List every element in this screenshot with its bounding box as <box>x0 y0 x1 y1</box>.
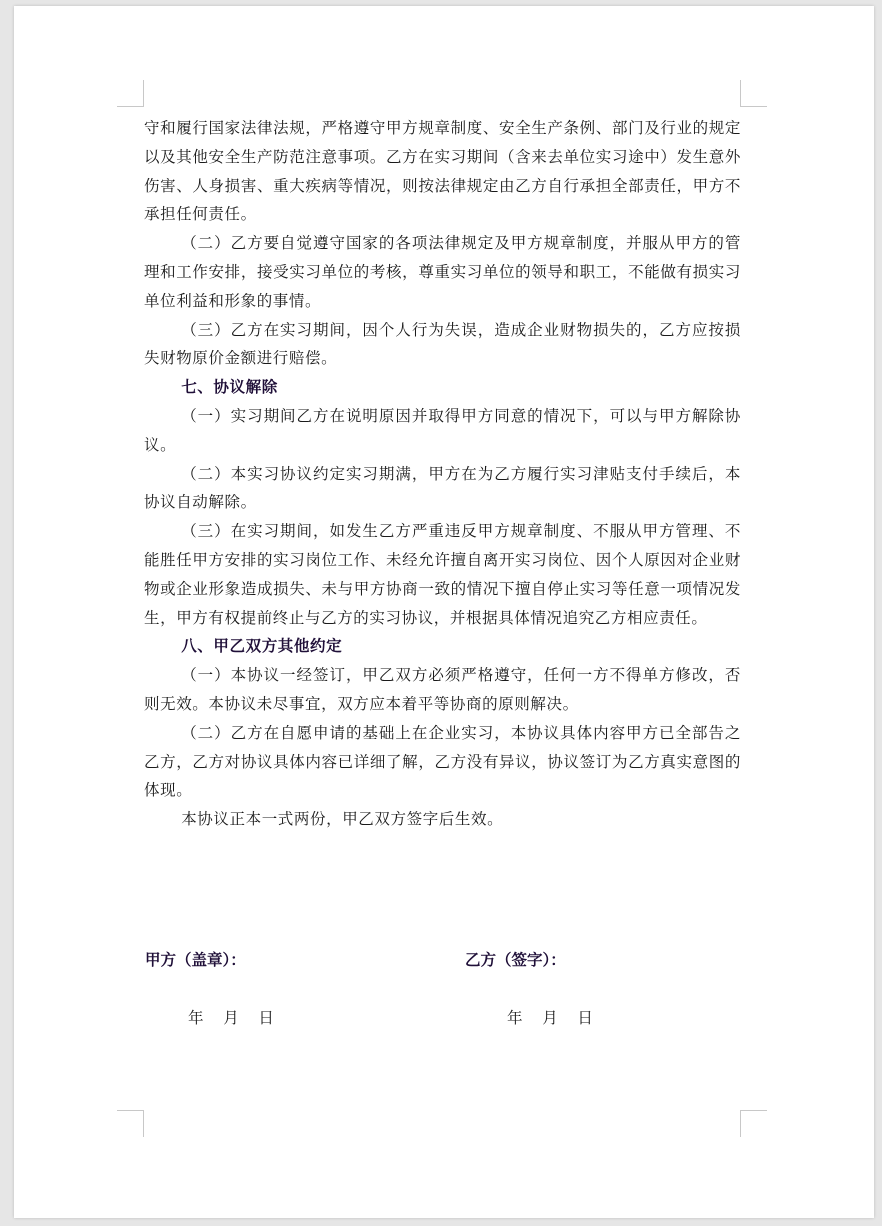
document-body <box>144 114 741 834</box>
party-b-date: 年 月 日 <box>507 1009 593 1027</box>
paragraph-clause: （三）在实习期间，如发生乙方严重违反甲方规章制度、不服从甲方管理、不能胜任甲方安排的实习岗位工作、未经允许擅自离开实习岗位、因个人原因对企业财物或企业形象造成损失、未与甲方协商一致的情况下擅自停止实习等任意一项情况发生，甲方有权提前终止与乙方的实习协议，并根据具体情况追究乙方相应责任。 <box>144 522 741 627</box>
party-a-date: 年 月 日 <box>188 1009 274 1027</box>
section-heading-other-agreements: 八、甲乙双方其他约定 <box>181 636 343 656</box>
paragraph-clause: （一）实习期间乙方在说明原因并取得甲方同意的情况下，可以与甲方解除协议。 <box>144 406 741 454</box>
crop-mark-bottom-left <box>117 1110 144 1137</box>
crop-mark-bottom-right <box>740 1110 767 1137</box>
paragraph-continued: 守和履行国家法律法规，严格遵守甲方规章制度、安全生产条例、部门及行业的规定以及其他安全生产防范注意事项。乙方在实习期间（含来去单位实习途中）发生意外伤害、人身损害、重大疾病等情况，则按法律规定由乙方自行承担全部责任，甲方不承担任何责任。 <box>144 119 741 224</box>
paragraph-clause: （二）乙方要自觉遵守国家的各项法律规定及甲方规章制度，并服从甲方的管理和工作安排，接受实习单位的考核，尊重实习单位的领导和职工，不能做有损实习单位利益和形象的事情。 <box>144 234 741 310</box>
section-heading-termination: 七、协议解除 <box>181 377 278 397</box>
crop-mark-top-right <box>740 80 767 107</box>
paragraph-clause: （一）本协议一经签订，甲乙双方必须严格遵守，任何一方不得单方修改，否则无效。本协议未尽事宜，双方应本着平等协商的原则解决。 <box>144 666 741 713</box>
crop-mark-top-left <box>117 80 144 107</box>
party-b-signature-label: 乙方（签字）： <box>465 950 566 969</box>
party-a-seal-label: 甲方（盖章）： <box>145 950 246 969</box>
paragraph-clause: （三）乙方在实习期间，因个人行为失误，造成企业财物损失的，乙方应按损失财物原价金额进行赔偿。 <box>144 320 741 368</box>
paragraph-clause: （二）本实习协议约定实习期满，甲方在为乙方履行实习津贴支付手续后，本协议自动解除。 <box>144 464 741 512</box>
paragraph-clause: （二）乙方在自愿申请的基础上在企业实习，本协议具体内容甲方已全部告之乙方，乙方对协议具体内容已详细了解，乙方没有异议，协议签订为乙方真实意图的体现。 <box>144 723 741 800</box>
document-page <box>14 6 874 1218</box>
paragraph-effective-clause: 本协议正本一式两份，甲乙双方签字后生效。 <box>181 810 504 829</box>
